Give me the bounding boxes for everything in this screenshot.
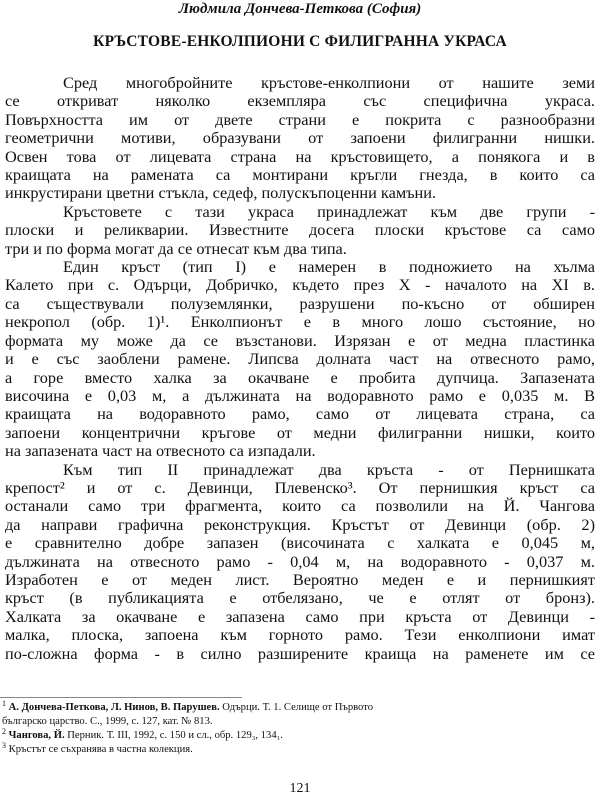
footnote — [2, 715, 598, 729]
paragraph — [5, 203, 595, 258]
text-line: Сред многобройните кръстове-енколпиони от нашите земи — [63, 73, 595, 92]
footnote-text: Одърци. Т. 1. Селище от Първото — [219, 702, 373, 713]
text-line: кръст (в публикацията е отбелязано, че е отлят от бронз). — [5, 588, 595, 608]
text-line: се откриват няколко екземпляра със специфична украса. — [5, 91, 595, 111]
text-line: Изработен е от меден лист. Вероятно меден е и пернишкият — [5, 569, 595, 589]
text-line: инкрустирани цветни стъкла, седеф, полускъпоценни камъни. — [5, 183, 437, 203]
text-line: запоени концентрични кръгове от медни филигранни нишки, които — [5, 422, 595, 442]
text-line: краищата на водоравното рамо, само от лицевата страна, са — [5, 404, 595, 424]
text-line: геометрични мотиви, образувани от запоени филигранни нишки. — [5, 128, 595, 148]
text-line: Освен това от лицевата страна на кръстовището, а понякога и в — [5, 146, 595, 166]
text-line: на запазената част на отвесното са изпадали. — [5, 441, 316, 461]
text-line: малка, плоска, запоена към горното рамо. Тези енколпиони имат — [5, 625, 595, 645]
text-line: а горе вместо халка за окачване е пробита дупчица. Запазената — [5, 367, 595, 387]
footnote — [2, 743, 598, 757]
footnote-author: Чангова, Й. — [8, 730, 65, 741]
text-line: формата му може да се възстанови. Изрязан е от медна пластинка — [5, 330, 595, 350]
text-line: три и по форма могат да се отнесат към два типа. — [5, 238, 347, 258]
text-line: Повърхността им от двете страни е покрита с разнообразни — [5, 109, 595, 129]
footnote-mark: 1 — [2, 699, 6, 708]
article-body — [5, 74, 595, 663]
footnote — [2, 701, 598, 715]
text-line: Калето при с. Одърци, Добричко, където през Х - началото на XI в. — [5, 275, 595, 295]
article-title: КРЪСТОВЕ-ЕНКОЛПИОНИ С ФИЛИГРАННА УКРАСА — [93, 33, 507, 50]
paragraph — [5, 74, 595, 203]
footnote-author: А. Дончева-Петкова, Л. Нинов, В. Парушев. — [8, 702, 220, 713]
paragraph — [5, 461, 595, 663]
text-line: Кръстовете с тази украса принадлежат към две групи - — [63, 201, 595, 221]
text-line: са съществували полуземлянки, разрушени по-късно от обширен — [5, 293, 595, 313]
text-line: краищата на рамената са монтирани кръгли гнезда, в които са — [5, 165, 595, 185]
text-line: дължината на отвесното рамо - 0,04 м, на водоравното - 0,037 м. — [5, 551, 595, 571]
text-line: е сравнително добре запазен (височината с халката е 0,045 м, — [5, 533, 595, 553]
text-line: останали само три фрагмента, които са позволили на Й. Чангова — [5, 496, 595, 516]
footnote-mark: 2 — [2, 727, 6, 736]
page-number: 121 — [289, 781, 311, 796]
text-line: по-сложна форма - в силно разширените краища на раменете им се — [5, 643, 595, 663]
footnotes — [2, 701, 598, 757]
text-line: некропол (обр. 1)¹. Енколпионът е в много лошо състояние, но — [5, 312, 595, 332]
text-line: да направи графична реконструкция. Кръстът от Девинци (обр. 2) — [5, 514, 595, 534]
footnote-mark: 3 — [2, 741, 6, 750]
text-line: плоски и реликварии. Известните досега плоски кръстове са само — [5, 220, 595, 240]
text-line: Към тип II принадлежат два кръста - от Пернишката — [63, 459, 595, 479]
text-line: Един кръст (тип I) е намерен в подножието на хълма — [63, 257, 595, 277]
article-author: Людмила Дончева-Петкова (София) — [178, 1, 422, 17]
text-line: крепост² и от с. Девинци, Плевенско³. От пернишкия кръст са — [5, 477, 595, 497]
text-line: Халката за окачване е запазена само при кръста от Девинци - — [5, 606, 595, 626]
footnote-text: българско царство. С., 1999, с. 127, кат. № 813. — [2, 716, 213, 727]
text-line: и е със заоблени рамене. Липсва долната част на отвесното рамо, — [5, 349, 595, 369]
paragraph — [5, 258, 595, 460]
text-line: височина е 0,03 м, а дължината на водоравното рамо е 0,035 м. В — [5, 385, 595, 405]
footnote — [2, 729, 598, 743]
footnote-divider — [0, 697, 242, 698]
footnote-text: Перник. Т. III, 1992, с. 150 и сл., обр. 129₃, 134₁. — [64, 730, 283, 741]
footnote-text: Кръстът се съхранява в частна колекция. — [8, 744, 193, 755]
